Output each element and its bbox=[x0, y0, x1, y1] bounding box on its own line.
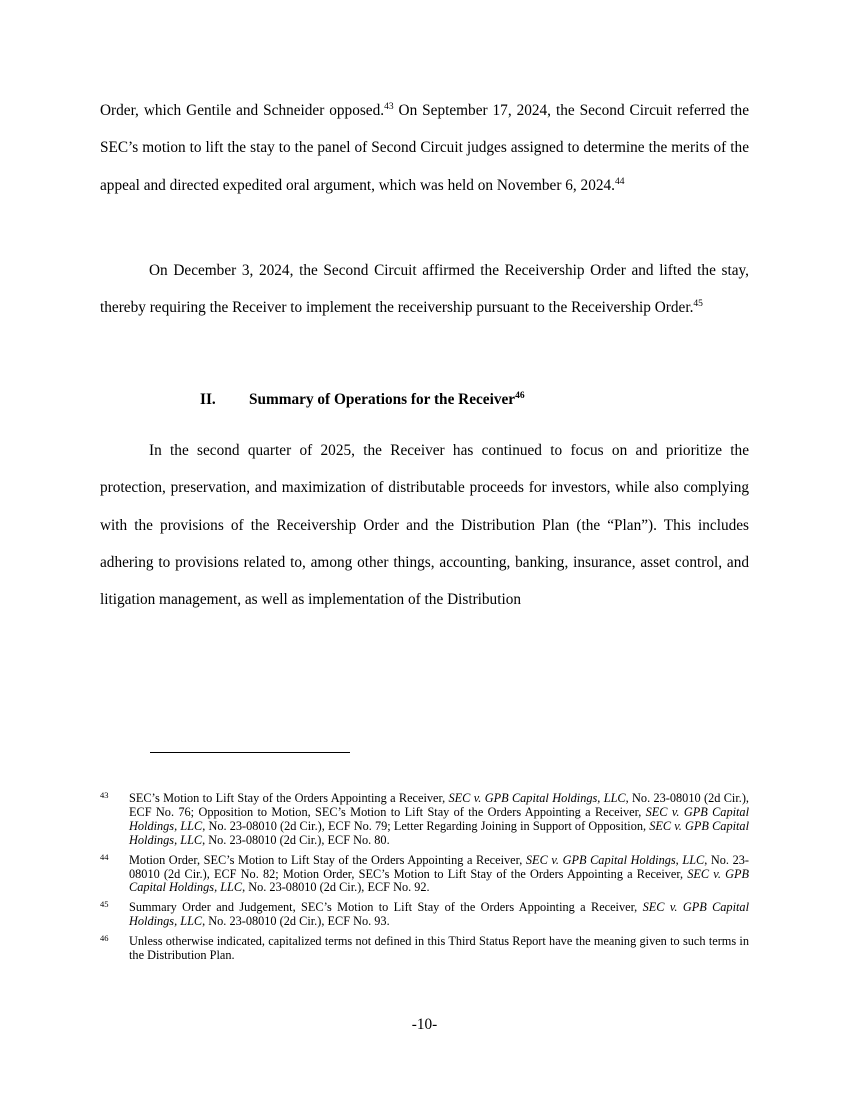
footnote-number: 43 bbox=[100, 790, 109, 800]
footnote-ref-43: 43 bbox=[384, 102, 394, 112]
footnote-text: , No. 23-08010 (2d Cir.), ECF No. 93. bbox=[202, 914, 390, 929]
section-number: II. bbox=[200, 391, 216, 408]
footnote-44 bbox=[100, 851, 750, 896]
footnote-text: Summary Order and Judgement, SEC’s Motion to Lift Stay of the Orders Appointing a Receiver, bbox=[129, 900, 643, 915]
footnote-separator bbox=[150, 752, 350, 753]
case-name: SEC v. GPB Capital Holdings, LLC bbox=[129, 900, 749, 929]
footnote-text: , No. 23-08010 (2d Cir.), ECF No. 82; Motion Order, SEC’s Motion to Lift Stay of the Orders Appointing a Receiver, bbox=[129, 852, 750, 881]
section-heading bbox=[200, 391, 525, 409]
paragraph-text: On December 3, 2024, the Second Circuit affirmed the Receivership Order and lifted the stay, thereby requiring the Receiver to implement the receivership pursuant to the Receivership Order. bbox=[100, 262, 749, 317]
case-name: SEC v. GPB Capital Holdings, LLC bbox=[448, 791, 626, 805]
footnote-text: SEC’s Motion to Lift Stay of the Orders Appointing a Receiver, bbox=[129, 791, 449, 805]
case-name: SEC v. GPB Capital Holdings, LLC bbox=[129, 804, 749, 833]
body-paragraph-1 bbox=[100, 92, 749, 204]
footnote-text: Motion Order, SEC’s Motion to Lift Stay of the Orders Appointing a Receiver, bbox=[129, 852, 526, 867]
footnote-number: 45 bbox=[100, 899, 109, 910]
paragraph-text: On September 17, 2024, the Second Circuit referred the SEC’s motion to lift the stay to the panel of Second Circuit judges assigned to determine the merits of the appeal and directed expedited oral argument, which was held on November 6, 2024. bbox=[100, 102, 749, 194]
section-title: Summary of Operations for the Receiver bbox=[249, 391, 516, 408]
footnote-text: , No. 23-08010 (2d Cir.), ECF No. 92. bbox=[242, 880, 430, 895]
footnote-text: , No. 23-08010 (2d Cir.), ECF No. 76; Opposition to Motion, SEC’s Motion to Lift Stay of the Orders Appointing a Receiver, bbox=[129, 791, 750, 819]
paragraph-text: Order, which Gentile and Schneider opposed. bbox=[100, 102, 385, 119]
footnote-ref-45: 45 bbox=[693, 299, 703, 310]
footnotes bbox=[100, 792, 749, 969]
page-number: -10- bbox=[411, 1016, 438, 1033]
footnote-text: , No. 23-08010 (2d Cir.), ECF No. 80. bbox=[202, 832, 390, 847]
case-name: SEC v. GPB Capital Holdings, LLC bbox=[129, 818, 749, 847]
case-name: SEC v. GPB Capital Holdings, LLC bbox=[525, 852, 705, 867]
footnote-text: , No. 23-08010 (2d Cir.), ECF No. 79; Letter Regarding Joining in Support of Opposition, bbox=[202, 818, 650, 833]
footnote-45 bbox=[100, 901, 749, 929]
footnote-number: 46 bbox=[100, 933, 109, 944]
footnote-ref-44: 44 bbox=[614, 176, 625, 187]
footnote-43 bbox=[100, 792, 749, 848]
body-paragraph-2 bbox=[100, 252, 749, 327]
body-paragraph-3 bbox=[100, 432, 749, 618]
footnote-46 bbox=[100, 935, 749, 963]
case-name: SEC v. GPB Capital Holdings, LLC bbox=[129, 866, 749, 895]
footnote-text: Unless otherwise indicated, capitalized terms not defined in this Third Status Report have the meaning given to such terms in the Distribution Plan. bbox=[129, 934, 749, 963]
paragraph-text: In the second quarter of 2025, the Receiver has continued to focus on and prioritize the protection, preservation, and maximization of distributable proceeds for investors, while also complying with the provisions of the Receivership Order and the Distribution Plan (the “Plan”). This includes adhering to provisions related to, among other things, accounting, banking, insurance, asset control, and litigation management, as well as implementation of the Distribution bbox=[100, 442, 749, 609]
footnote-number: 44 bbox=[100, 851, 109, 862]
footnote-ref-46: 46 bbox=[515, 391, 525, 401]
